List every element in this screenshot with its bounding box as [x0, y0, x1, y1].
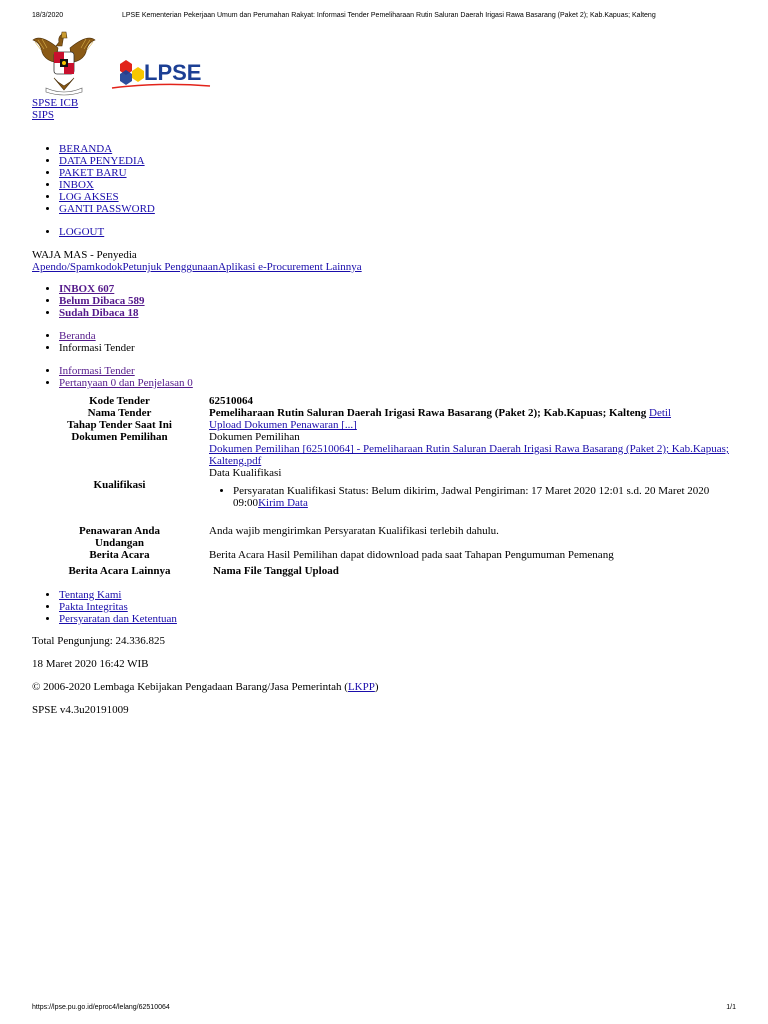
svg-text:LPSE: LPSE — [144, 60, 202, 85]
garuda-emblem-icon — [32, 28, 96, 98]
spse-icb-link[interactable]: SPSE ICB — [32, 97, 79, 109]
page-content — [32, 97, 736, 716]
read-count: Sudah Dibaca 18 — [59, 307, 139, 319]
print-page-number: 1/1 — [726, 1004, 736, 1011]
lkpp-link[interactable]: LKPP — [347, 681, 375, 693]
penawaran-label: Penawaran Anda — [79, 525, 160, 537]
visitor-count: Total Pengunjung: 24.336.825 — [32, 635, 166, 647]
tab-item — [59, 365, 736, 377]
lpse-logo-icon — [110, 56, 214, 92]
tahap-tender-link[interactable]: Upload Dokumen Penawaran [...] — [209, 419, 357, 431]
table-row — [32, 431, 736, 479]
data-kualifikasi-heading: Data Kualifikasi — [209, 467, 282, 479]
undangan-label: Undangan — [95, 537, 144, 549]
tab-item — [59, 377, 736, 389]
petunjuk-link[interactable]: Petunjuk Penggunaan — [122, 261, 219, 273]
berita-acara-lainnya-label: Berita Acara Lainnya — [68, 565, 171, 577]
tanggal-upload-header: Tanggal Upload — [264, 565, 339, 577]
pakta-integritas-link[interactable]: Pakta Integritas — [59, 601, 128, 613]
list-item — [59, 283, 736, 295]
read-link[interactable] — [59, 307, 138, 319]
tahap-tender-value — [207, 419, 736, 431]
berita-acara-label: Berita Acara — [89, 549, 150, 561]
detil-link[interactable]: Detil — [649, 407, 672, 419]
berita-acara-lainnya-value — [207, 561, 736, 577]
nav-inbox-link[interactable]: INBOX — [59, 179, 94, 191]
breadcrumb-current: Informasi Tender — [59, 342, 135, 354]
unread-link[interactable] — [59, 295, 145, 307]
print-url: https://lpse.pu.go.id/eproc4/lelang/62510064 — [32, 1004, 170, 1011]
nav-item — [59, 155, 736, 167]
dokumen-pemilihan-label: Dokumen Pemilihan — [71, 431, 168, 443]
apendo-link[interactable]: Apendo/Spamkodok — [32, 261, 123, 273]
table-row — [32, 549, 736, 561]
nav-data-penyedia-link[interactable]: DATA PENYEDIA — [59, 155, 145, 167]
kode-tender-label: Kode Tender — [89, 395, 150, 407]
inbox-list — [32, 283, 736, 319]
nav-paket-baru-link[interactable]: PAKET BARU — [59, 167, 127, 179]
tender-info-table — [32, 395, 736, 577]
kualifikasi-value — [207, 479, 736, 515]
tab-pertanyaan[interactable]: Pertanyaan 0 dan Penjelasan 0 — [59, 377, 193, 389]
breadcrumb-item — [59, 342, 736, 354]
nav-item — [59, 203, 736, 215]
nama-tender-value: Pemeliharaan Rutin Saluran Daerah Irigasi Rawa Basarang (Paket 2); Kab.Kapuas; Kalteng Detil — [209, 407, 672, 419]
dokumen-pemilihan-value — [207, 431, 736, 479]
kualifikasi-status: Persyaratan Kualifikasi Status: Belum dikirim, Jadwal Pengiriman: 17 Maret 2020 12:01 s.d. 20 Maret 2020 09:00 — [233, 485, 710, 509]
aplikasi-lainnya-link[interactable]: Aplikasi e-Procurement Lainnya — [218, 261, 362, 273]
nav-ganti-password-link[interactable]: GANTI PASSWORD — [59, 203, 155, 215]
tentang-kami-link[interactable]: Tentang Kami — [59, 589, 122, 601]
breadcrumb — [32, 330, 736, 354]
nav-item — [59, 226, 736, 238]
user-name: WAJA MAS - Penyedia — [32, 249, 137, 261]
nav-item — [59, 191, 736, 203]
logout-nav — [32, 226, 736, 238]
table-row — [32, 537, 736, 549]
list-item — [59, 295, 736, 307]
helper-links — [32, 261, 736, 273]
nav-log-akses-link[interactable]: LOG AKSES — [59, 191, 119, 203]
top-links — [32, 97, 736, 121]
tender-tabs — [32, 365, 736, 389]
table-row — [32, 561, 736, 577]
breadcrumb-home-link[interactable]: Beranda — [59, 330, 96, 342]
nav-beranda-link[interactable]: BERANDA — [59, 143, 113, 155]
nav-item — [59, 167, 736, 179]
table-row — [32, 419, 736, 431]
kirim-data-link[interactable]: Kirim Data — [258, 497, 308, 509]
table-row — [32, 515, 736, 537]
main-nav — [32, 143, 736, 215]
footer-links — [32, 589, 736, 625]
unread-count: Belum Dibaca 589 — [59, 295, 145, 307]
list-item — [59, 601, 736, 613]
list-item — [59, 613, 736, 625]
logout-link[interactable]: LOGOUT — [59, 226, 105, 238]
dokumen-pemilihan-link[interactable]: Dokumen Pemilihan [62510064] - Pemeliharaan Rutin Saluran Daerah Irigasi Rawa Basarang (Paket 2); Kab.Kapuas; Kalteng.pdf — [209, 443, 729, 467]
nav-item — [59, 143, 736, 155]
berita-acara-value: Berita Acara Hasil Pemilihan dapat didownload pada saat Tahapan Pengumuman Pemenang — [209, 549, 614, 561]
inbox-link[interactable] — [59, 283, 114, 295]
print-date: 18/3/2020 — [32, 12, 64, 19]
tahap-tender-label: Tahap Tender Saat Ini — [67, 419, 172, 431]
nama-file-header: Nama File — [213, 565, 262, 577]
dokumen-heading: Dokumen Pemilihan — [209, 431, 300, 443]
breadcrumb-item — [59, 330, 736, 342]
version: SPSE v4.3u20191009 — [32, 704, 129, 716]
list-item — [59, 307, 736, 319]
copyright: © 2006-2020 Lembaga Kebijakan Pengadaan Barang/Jasa Pemerintah (LKPP) — [32, 681, 379, 693]
inbox-count: INBOX 607 — [59, 283, 115, 295]
table-row — [32, 407, 736, 419]
undangan-value — [207, 537, 736, 549]
penawaran-value: Anda wajib mengirimkan Persyaratan Kualifikasi terlebih dahulu. — [209, 525, 499, 537]
persyaratan-link[interactable]: Persyaratan dan Ketentuan — [59, 613, 177, 625]
server-datetime: 18 Maret 2020 16:42 WIB — [32, 658, 149, 670]
nav-item — [59, 179, 736, 191]
table-row — [32, 395, 736, 407]
kualifikasi-label: Kualifikasi — [93, 479, 146, 491]
kode-tender-value: 62510064 — [209, 395, 253, 407]
table-row — [32, 479, 736, 515]
list-item — [59, 589, 736, 601]
tab-informasi-tender[interactable]: Informasi Tender — [59, 365, 135, 377]
sips-link[interactable]: SIPS — [32, 109, 55, 121]
nama-tender-label: Nama Tender — [87, 407, 152, 419]
print-title: LPSE Kementerian Pekerjaan Umum dan Perumahan Rakyat: Informasi Tender Pemeliharaan Rutin Saluran Daerah Irigasi Rawa Basarang (Paket 2); Kab.Kapuas; Kalteng — [122, 12, 656, 19]
list-item — [233, 485, 734, 509]
